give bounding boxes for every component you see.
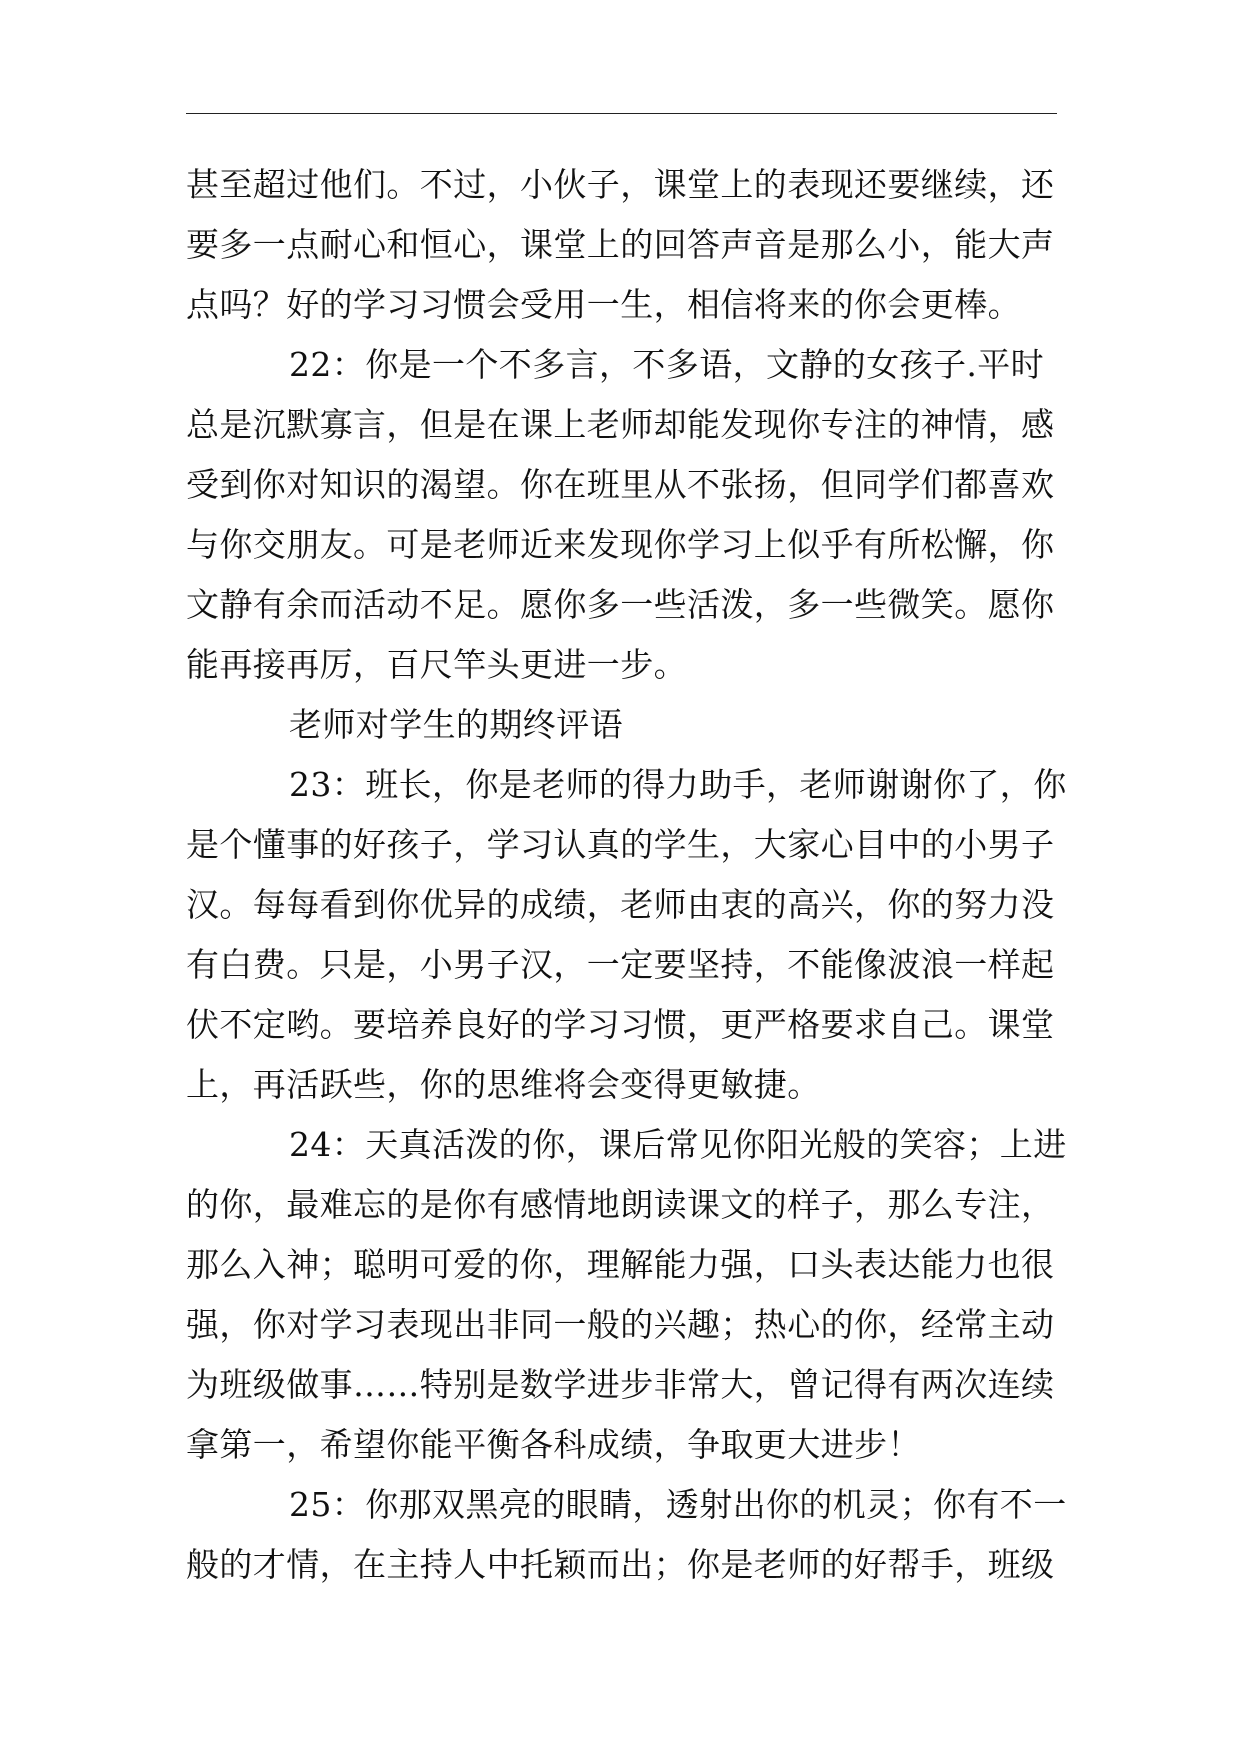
header-rule [186,113,1057,114]
text-line: 为班级做事……特别是数学进步非常大，曾记得有两次连续 [186,1365,1055,1404]
text-line: 上，再活跃些，你的思维将会变得更敏捷。 [186,1065,821,1104]
text-line: 伏不定哟。要培养良好的学习习惯，更严格要求自己。课堂 [186,1005,1055,1044]
text-line: 那么入神；聪明可爱的你，理解能力强，口头表达能力也很 [186,1245,1055,1284]
section-heading: 老师对学生的期终评语 [289,705,623,744]
document-body [186,155,1067,1595]
paragraph-start-23: 23：班长，你是老师的得力助手，老师谢谢你了，你 [289,765,1067,804]
text-line: 受到你对知识的渴望。你在班里从不张扬，但同学们都喜欢 [186,465,1055,504]
text-line: 拿第一，希望你能平衡各科成绩，争取更大进步！ [186,1425,921,1464]
text-line: 般的才情，在主持人中托颖而出；你是老师的好帮手，班级 [186,1545,1055,1584]
text-line: 甚至超过他们。不过，小伙子，课堂上的表现还要继续，还 [186,165,1055,204]
text-line: 点吗？好的学习习惯会受用一生，相信将来的你会更棒。 [186,285,1021,324]
text-line: 总是沉默寡言，但是在课上老师却能发现你专注的神情，感 [186,405,1055,444]
text-line: 的你，最难忘的是你有感情地朗读课文的样子，那么专注， [186,1185,1055,1224]
paragraph-start-22: 22：你是一个不多言，不多语，文静的女孩子.平时 [289,345,1045,384]
paragraph-start-25: 25：你那双黑亮的眼睛，透射出你的机灵；你有不一 [289,1485,1067,1524]
text-line: 文静有余而活动不足。愿你多一些活泼，多一些微笑。愿你 [186,585,1055,624]
text-line: 强，你对学习表现出非同一般的兴趣；热心的你，经常主动 [186,1305,1055,1344]
text-line: 是个懂事的好孩子，学习认真的学生，大家心目中的小男子 [186,825,1055,864]
text-line: 汉。每每看到你优异的成绩，老师由衷的高兴，你的努力没 [186,885,1055,924]
text-line: 能再接再厉，百尺竿头更进一步。 [186,645,687,684]
paragraph-start-24: 24：天真活泼的你，课后常见你阳光般的笑容；上进 [289,1125,1067,1164]
text-line: 要多一点耐心和恒心，课堂上的回答声音是那么小，能大声 [186,225,1055,264]
text-line: 与你交朋友。可是老师近来发现你学习上似乎有所松懈，你 [186,525,1055,564]
text-line: 有白费。只是，小男子汉，一定要坚持，不能像波浪一样起 [186,945,1055,984]
